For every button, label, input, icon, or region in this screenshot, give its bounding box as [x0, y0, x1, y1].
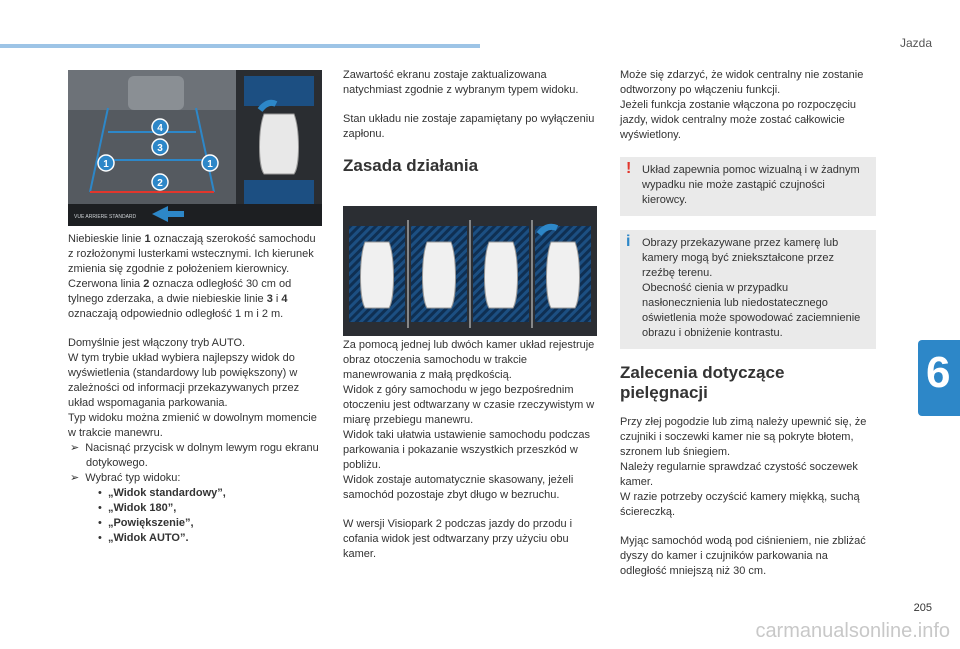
warning-icon: !: [626, 160, 632, 177]
bold-ref-4: 4: [281, 293, 288, 305]
rear-camera-illustration: [68, 70, 322, 226]
paragraph-auto-mode: Domyślnie jest włączony tryb AUTO. W tym trybie układ wybiera najlepszy widok do wyświetlenia (standardowy lub powiększony) w zależności od informacji przekazywanych przez układ wspomagania parkowania. Typ widoku można zmienić w dowolnym momencie w trakcie manewru.: [68, 337, 317, 439]
badge-2: 2: [157, 178, 163, 189]
paragraph-screen-update: Zawartość ekranu zostaje zaktualizowana natychmiast zgodnie z wybranym typem widoku.: [343, 69, 579, 96]
text-run: Czerwona linia: [68, 278, 144, 290]
column-3: [620, 68, 876, 593]
badge-4: 4: [157, 123, 163, 134]
badge-1-left: 1: [103, 159, 109, 170]
view-name: „Widok standardowy”,: [107, 487, 226, 499]
warning-text: Układ zapewnia pomoc wizualną i w żadnym wypadku nie może zastąpić czujności kierowcy.: [642, 164, 860, 206]
info-text: Obrazy przekazywane przez kamerę lub kamery mogą być zniekształcone przez rzeźbę terenu. Obecność cienia w przypadku nasłonecznienia lub niedostatecznego oświetlenia może spowodować zaciemnienie obrazu i obniżenie kontrastu.: [642, 237, 861, 339]
view-item: • „Widok 180”,: [98, 502, 177, 514]
view-name: „Powiększenie”,: [107, 517, 194, 529]
paragraph-state-memory: Stan układu nie zostaje zapamiętany po wyłączeniu zapłonu.: [343, 113, 595, 140]
info-note: [620, 230, 876, 349]
step-text: Nacisnąć przycisk w dolnym lewym rogu ekranu dotykowego.: [85, 442, 319, 469]
text-run: i: [272, 293, 282, 305]
paragraph-central-view: Może się zdarzyć, że widok centralny nie zostanie odtworzony po włączeniu funkcji. Jeżeli funkcja zostanie włączona po rozpoczęciu jazdy, widok centralny może zostać całkowicie wyświetlony.: [620, 69, 864, 141]
view-item: • „Widok standardowy”,: [98, 487, 226, 499]
header-accent-bar: [0, 44, 480, 48]
instruction-list: [70, 441, 324, 486]
badge-3: 3: [157, 143, 163, 154]
arrow-icon: ➢: [70, 442, 80, 454]
bold-ref-3: 3: [266, 293, 273, 305]
paragraph-operation: Za pomocą jednej lub dwóch kamer układ rejestruje obraz otoczenia samochodu w trakcie manewrowania z małą prędkością. Widok z góry samochodu w jego bezpośrednim otoczeniu jest odtwarzany w czasie rzeczywistym w miarę przebiegu manewru. Widok taki ułatwia ustawienie samochodu podczas parkowania i pokazanie wszystkich przeszkód w pobliżu. Widok zostaje automatycznie skasowany, jeżeli samochód pozostaje zbyt długo w bezruchu.: [343, 339, 595, 501]
paragraph-maintenance: Przy złej pogodzie lub zimą należy upewnić się, że czujniki i soczewki kamer nie są pokryte błotem, szronem lub śniegiem. Należy regularnie sprawdzać czystość soczewek kamer. W razie potrzeby oczyścić kamery miękką, suchą ściereczką.: [620, 416, 867, 518]
column-1: [68, 232, 324, 546]
heading-zasada-dzialania: Zasada działania: [343, 156, 479, 175]
view-item: • „Widok AUTO”.: [98, 532, 189, 544]
paragraph-lines-description: [68, 232, 324, 322]
section-title: Jazda: [899, 36, 932, 50]
chapter-tab: [918, 340, 960, 416]
view-name: „Widok 180”,: [107, 502, 177, 514]
text-run: oznacza odległość 30 cm od tylnego zderzaka, a dwie niebieskie linie: [68, 278, 292, 305]
list-item: [70, 471, 324, 486]
bold-ref-1: 1: [144, 233, 151, 245]
badge-1-right: 1: [207, 159, 213, 170]
page-number: 205: [913, 602, 932, 614]
warning-note: [620, 157, 876, 216]
watermark: carmanualsonline.info: [755, 620, 950, 642]
text-run: Niebieskie linie: [68, 233, 145, 245]
bold-ref-2: 2: [143, 278, 150, 290]
paragraph-visiopark: W wersji Visiopark 2 podczas jazdy do przodu i cofania widok jest odtwarzany przy użyciu obu kamer.: [343, 518, 573, 560]
heading-zalecenia: Zalecenia dotyczące pielęgnacji: [620, 363, 785, 402]
arrow-icon: ➢: [70, 472, 80, 484]
list-item: [70, 441, 324, 471]
view-name: „Widok AUTO”.: [107, 532, 189, 544]
step-text: Wybrać typ widoku:: [85, 472, 181, 484]
view-item: • „Powiększenie”,: [98, 517, 194, 529]
paragraph-pressure-washing: Myjąc samochód wodą pod ciśnieniem, nie zbliżać dyszy do kamer i czujników parkowania na odległość mniejszą niż 30 cm.: [620, 535, 866, 577]
text-run: oznaczają szerokość samochodu z rozłożonymi lusterkami wstecznymi. Ich kierunek zmienia się zgodnie z położeniem kierownicy.: [68, 233, 316, 275]
chapter-number: 6: [926, 348, 951, 397]
text-run: oznaczają odpowiednio odległość 1 m i 2 m.: [68, 308, 284, 320]
view-list: [98, 486, 324, 546]
column-2: [343, 68, 599, 576]
view-mode-label: VUE ARRIERE STANDARD: [74, 214, 137, 220]
info-icon: i: [626, 233, 631, 250]
figure-spacer: [343, 194, 599, 338]
